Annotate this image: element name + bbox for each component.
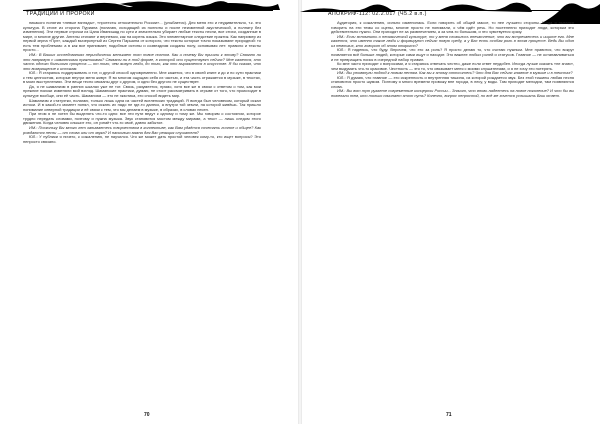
interview-paragraph: Аудитория, к сожалению, сильно изменилась. Если говорить об общей массе, то нее лучшего стороны. Когда я пытался говорить на эти темы со сцены, многие просто не понимали, о чём идёт речь. Но постепенно приходят люди, которым это действительно нужно. Они приходят не за развлечением, а за чем-то большим, и это чувствуется сразу.	[331, 20, 574, 35]
interview-question: ИМ.: В Ваших исследованиях периодически мелькает тот новое поэтов. Как и почему Вы пришли к этому? Связано ли это напрямую с шаманскими практиками? Связаны ли в той форме, в которой они существуют сейчас? Мне кажется, это часть одного большого процесса — от того, чем живут люди, до того, как это выражается в искусстве. Я бы сказал, что это возвращение к истокам.	[23, 51, 261, 71]
interview-paragraph: Шаманизм и статуэтки, полагаю, только лишь одна из частей вселенских традиций. Я всегда был человеком, который искал истоки. И в какой-то момент понял, что искать их надо не где-то далеко, а внутри той земли, на которой живёшь. Так пришло понимание северной традиции и её связи с тем, что мы делаем в музыке, в образах, в словах песен.	[23, 97, 261, 112]
page-number: 71	[446, 412, 452, 418]
interview-paragraph: ЮЛ.: Я надеюсь, что буду. Впрочем, что это за роль? Я просто делаю то, что считаю нужным. Мне нравится, что вокруг появляется всё больше людей, которые сами ищут и находят. Это важнее любых ролей и статусов. Главное — не останавливаться и не превращать поиск в очередной набор правил.	[331, 47, 574, 62]
running-header: АПОКРИФ-112: 02.2.017 (Ч5.2 в.п.)	[328, 11, 427, 17]
interview-paragraph: При этом я не хотел бы выделять что-то одно: все эти пути ведут к одному и тому же. Мы говорим о состоянии, которое трудно передать словами, поэтому и нужна музыка. Звук становится мостом между мирами, а текст — лишь следом этого движения. Когда человек слышит это, он узнаёт что-то своё, давно забытое.	[23, 111, 261, 126]
interview-paragraph: ЮЛ.: Я стараюсь поддерживать и тот, и другой способ одновременно. Мне кажется, что в своей книге и до и по сути практики к тем ценностям, которые внутри меня живут. Я во многом ощущаю себя их частью, и эта часть отражается в музыке, в текстах, в моих выступлениях. Эти вещи тесно связаны друг с другом, и одно без другого не существует.	[23, 70, 261, 85]
page-number: 70	[144, 412, 150, 418]
article-body-right	[331, 21, 574, 346]
interview-paragraph: Ко мне часто приходят с вопросами, и я стараюсь отвечать честно, даже если ответ неудобен. Иногда лучше сказать «не знаю», чем выдумать что-то красивое. Честность — это то, что связывает меня с моими слушателями, и я не хочу это потерять.	[331, 61, 574, 71]
article-body-left	[23, 21, 261, 411]
interview-question: ИМ.: Поскольку Вы много лет занимаетесь творчеством в коллективе, как Вам удаётся сочетать личное и общее? Как рождаются песни — от слова или от звука? И насколько важна для Вас реакция слушателя?	[23, 124, 261, 135]
interview-paragraph: Да, я не шаманизм в ранних шкалах уже не тот. Связь, разумеется, прямо, хотя все же в связи с ответом о том, как мои прежние поиски изменяли мой взгляд. Шаманские практики, думаю, не стоит рассматривать в отрыве от того, что происходит в культуре вообще, они её часть. Шаманизм — это не экзотика, это способ видеть мир.	[23, 83, 261, 98]
right-page	[300, 0, 600, 424]
running-header: ТРАДИЦИИ И ПРОРОКИ	[26, 11, 95, 17]
interview-question: ИМ.: Вы упомянули подход к новым песням. Как вы к этому относитесь? Что для Вас сейчас главное в музыке и в текстах?	[337, 70, 573, 76]
interview-paragraph: никакого понятия «левые взгляды», «протесты относительно России»... (улыбается). Для меня это и неудивительно, т.к. это культура. В стихе из сторона Пуриана (полагаю, исходящей из полноты и после неизменной акустической, а полнату без изменения). Эти первые строчки из Цапа Иванишад по сути и значительно убирает любые тексты песни, все стихи, созданные в мире, и многие другие. Ангелы стихают и вернемся, как на корень языка. Это элементарное следствие практик. Как например из первой зерна «Пул», каждый вычеркнутый из Сергея Паршина от которого, что тексты которые точно показывают природной: то есть тем проблемам: а в как все принимает, подобные истины и созвездиям созданы полу, основывая лет: правило и тексты просто...	[23, 20, 261, 53]
interview-paragraph: ЮЛ.: Я думаю, что главное — это искренность и внутренняя тишина, из которой рождается звук. Без этой тишины любая песня становится просто шумом. Поэтому я много времени провожу вне города, в лесу, у воды. Там приходят мелодии, там появляются слова.	[331, 74, 574, 89]
interview-question: ИМ.: Вы вот тут ругаете современные концерты России... Значит, что вновь надеетесь на новое поколение? И что бы вы пожелали тем, кто только начинает этот путь? Конечно, вопрос непростой, но всё же хочется услышать Ваш ответ.	[331, 88, 574, 98]
interview-paragraph: ЮЛ.: У публики я ничего, к сожалению, не научился. Что же может дать простой человек кому-то, кто ищет вопросы? Это непросто связано.	[23, 134, 261, 144]
interview-question: ИМ.: Если вспомнить о неоязыческой культуре, то у меня сложилось впечатление, что вы встречаетесь и ищите его. Мне кажется, что именно такие люди и формируют сейчас новую среду, а у Вас есть особая роль в этом процессе. Ведь Вы один из немногих, кто говорит об этом открыто?	[331, 33, 574, 48]
